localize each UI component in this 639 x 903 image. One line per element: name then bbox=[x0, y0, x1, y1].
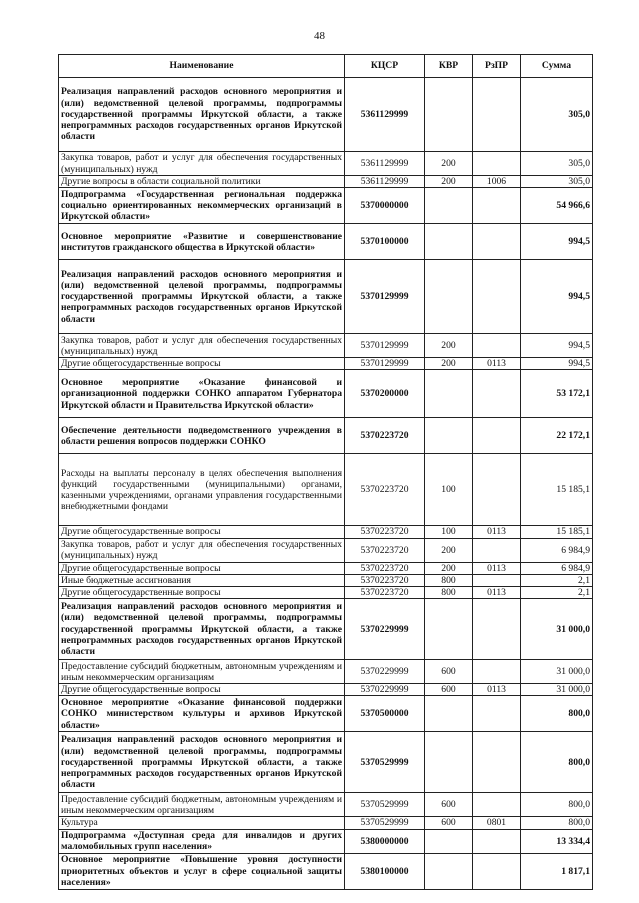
cell-name: Другие общегосударственные вопросы bbox=[59, 562, 345, 574]
table-row bbox=[59, 260, 593, 334]
cell-rzpr bbox=[473, 696, 521, 732]
cell-kvr: 600 bbox=[425, 684, 473, 696]
cell-code: 5361129999 bbox=[345, 176, 425, 188]
table-row bbox=[59, 829, 593, 853]
cell-sum: 6 984,9 bbox=[521, 538, 593, 562]
table-row bbox=[59, 817, 593, 829]
cell-code: 5380100000 bbox=[345, 853, 425, 889]
cell-name: Основное мероприятие «Развитие и совершенствование институтов гражданского общества в Иркутской области» bbox=[59, 224, 345, 260]
cell-rzpr bbox=[473, 829, 521, 853]
cell-rzpr bbox=[473, 732, 521, 793]
cell-sum: 6 984,9 bbox=[521, 562, 593, 574]
cell-rzpr: 0113 bbox=[473, 587, 521, 599]
cell-code: 5370223720 bbox=[345, 526, 425, 538]
cell-code: 5361129999 bbox=[345, 78, 425, 152]
budget-table bbox=[58, 54, 593, 890]
cell-name: Подпрограмма «Доступная среда для инвалидов и других маломобильных групп населения» bbox=[59, 829, 345, 853]
cell-code: 5370223720 bbox=[345, 538, 425, 562]
table-row bbox=[59, 538, 593, 562]
cell-rzpr bbox=[473, 370, 521, 418]
cell-code: 5370223720 bbox=[345, 562, 425, 574]
table-row bbox=[59, 358, 593, 370]
cell-name: Основное мероприятие «Оказание финансовой и организационной поддержки СОНКО аппаратом Губернатора Иркутской области и Правительства Иркутской области» bbox=[59, 370, 345, 418]
cell-kvr: 800 bbox=[425, 587, 473, 599]
cell-kvr bbox=[425, 78, 473, 152]
table-row bbox=[59, 188, 593, 224]
cell-name: Закупка товаров, работ и услуг для обеспечения государственных (муниципальных) нужд bbox=[59, 334, 345, 358]
cell-name: Реализация направлений расходов основного мероприятия и (или) ведомственной целевой программы, подпрограммы государственной программы Иркутской области, а также непрограммных расходов государственных органов Иркутской области bbox=[59, 78, 345, 152]
table-row bbox=[59, 334, 593, 358]
cell-name: Реализация направлений расходов основного мероприятия и (или) ведомственной целевой программы, подпрограммы государственной программы Иркутской области, а также непрограммных расходов государственных органов Иркутской области bbox=[59, 732, 345, 793]
cell-kvr: 600 bbox=[425, 660, 473, 684]
cell-sum: 800,0 bbox=[521, 732, 593, 793]
cell-code: 5370223720 bbox=[345, 574, 425, 586]
cell-kvr: 100 bbox=[425, 454, 473, 526]
cell-name: Культура bbox=[59, 817, 345, 829]
cell-name: Основное мероприятие «Оказание финансовой поддержки СОНКО министерством культуры и архивов Иркутской области» bbox=[59, 696, 345, 732]
cell-code: 5370000000 bbox=[345, 188, 425, 224]
cell-sum: 305,0 bbox=[521, 152, 593, 176]
cell-kvr: 200 bbox=[425, 152, 473, 176]
cell-rzpr bbox=[473, 793, 521, 817]
table-row bbox=[59, 684, 593, 696]
cell-name: Другие вопросы в области социальной политики bbox=[59, 176, 345, 188]
cell-sum: 31 000,0 bbox=[521, 599, 593, 660]
cell-rzpr bbox=[473, 599, 521, 660]
cell-name: Закупка товаров, работ и услуг для обеспечения государственных (муниципальных) нужд bbox=[59, 152, 345, 176]
cell-sum: 2,1 bbox=[521, 574, 593, 586]
cell-sum: 994,5 bbox=[521, 224, 593, 260]
table-row bbox=[59, 599, 593, 660]
cell-sum: 54 966,6 bbox=[521, 188, 593, 224]
table-row bbox=[59, 732, 593, 793]
cell-sum: 15 185,1 bbox=[521, 454, 593, 526]
cell-kvr: 200 bbox=[425, 562, 473, 574]
cell-code: 5380000000 bbox=[345, 829, 425, 853]
cell-code: 5370200000 bbox=[345, 370, 425, 418]
cell-kvr bbox=[425, 370, 473, 418]
cell-rzpr bbox=[473, 538, 521, 562]
cell-sum: 15 185,1 bbox=[521, 526, 593, 538]
cell-rzpr: 0113 bbox=[473, 684, 521, 696]
cell-rzpr bbox=[473, 660, 521, 684]
cell-kvr: 600 bbox=[425, 817, 473, 829]
cell-kvr bbox=[425, 853, 473, 889]
cell-code: 5370129999 bbox=[345, 334, 425, 358]
table-header-row bbox=[59, 55, 593, 78]
cell-sum: 800,0 bbox=[521, 817, 593, 829]
cell-name: Расходы на выплаты персоналу в целях обеспечения выполнения функций государственными (муниципальными) органами, казенными учреждениями, органами управления государственными внебюджетными фондами bbox=[59, 454, 345, 526]
cell-sum: 53 172,1 bbox=[521, 370, 593, 418]
table-row bbox=[59, 454, 593, 526]
cell-name: Подпрограмма «Государственная региональная поддержка социально ориентированных некоммерческих организаций в Иркутской области» bbox=[59, 188, 345, 224]
cell-rzpr bbox=[473, 853, 521, 889]
cell-code: 5370500000 bbox=[345, 696, 425, 732]
cell-kvr bbox=[425, 829, 473, 853]
cell-rzpr bbox=[473, 152, 521, 176]
cell-code: 5370223720 bbox=[345, 587, 425, 599]
cell-kvr bbox=[425, 260, 473, 334]
table-row bbox=[59, 793, 593, 817]
cell-code: 5370529999 bbox=[345, 817, 425, 829]
cell-rzpr: 0801 bbox=[473, 817, 521, 829]
cell-name: Закупка товаров, работ и услуг для обеспечения государственных (муниципальных) нужд bbox=[59, 538, 345, 562]
cell-kvr bbox=[425, 224, 473, 260]
table-row bbox=[59, 370, 593, 418]
cell-sum: 994,5 bbox=[521, 334, 593, 358]
cell-sum: 305,0 bbox=[521, 176, 593, 188]
cell-kvr: 200 bbox=[425, 176, 473, 188]
cell-kvr bbox=[425, 599, 473, 660]
table-row bbox=[59, 78, 593, 152]
cell-code: 5370529999 bbox=[345, 793, 425, 817]
cell-kvr: 200 bbox=[425, 538, 473, 562]
header-code: КЦСР bbox=[345, 55, 425, 78]
header-kvr: КВР bbox=[425, 55, 473, 78]
cell-name: Другие общегосударственные вопросы bbox=[59, 358, 345, 370]
table-row bbox=[59, 176, 593, 188]
cell-code: 5370129999 bbox=[345, 358, 425, 370]
cell-kvr bbox=[425, 696, 473, 732]
cell-rzpr bbox=[473, 418, 521, 454]
cell-name: Предоставление субсидий бюджетным, автономным учреждениям и иным некоммерческим организациям bbox=[59, 660, 345, 684]
cell-sum: 31 000,0 bbox=[521, 684, 593, 696]
table-row bbox=[59, 224, 593, 260]
cell-kvr bbox=[425, 188, 473, 224]
table-row bbox=[59, 562, 593, 574]
cell-rzpr: 0113 bbox=[473, 526, 521, 538]
cell-sum: 31 000,0 bbox=[521, 660, 593, 684]
cell-rzpr bbox=[473, 260, 521, 334]
table-row bbox=[59, 696, 593, 732]
cell-sum: 994,5 bbox=[521, 358, 593, 370]
table-row bbox=[59, 587, 593, 599]
cell-code: 5370229999 bbox=[345, 599, 425, 660]
header-rzpr: РзПР bbox=[473, 55, 521, 78]
cell-name: Предоставление субсидий бюджетным, автономным учреждениям и иным некоммерческим организациям bbox=[59, 793, 345, 817]
cell-code: 5361129999 bbox=[345, 152, 425, 176]
header-name: Наименование bbox=[59, 55, 345, 78]
cell-rzpr bbox=[473, 574, 521, 586]
cell-name: Обеспечение деятельности подведомственного учреждения в области решения вопросов поддержки СОНКО bbox=[59, 418, 345, 454]
cell-code: 5370529999 bbox=[345, 732, 425, 793]
cell-sum: 1 817,1 bbox=[521, 853, 593, 889]
table-row bbox=[59, 418, 593, 454]
cell-name: Другие общегосударственные вопросы bbox=[59, 684, 345, 696]
cell-sum: 22 172,1 bbox=[521, 418, 593, 454]
cell-name: Иные бюджетные ассигнования bbox=[59, 574, 345, 586]
cell-kvr bbox=[425, 418, 473, 454]
cell-name: Реализация направлений расходов основного мероприятия и (или) ведомственной целевой программы, подпрограммы государственной программы Иркутской области, а также непрограммных расходов государственных органов Иркутской области bbox=[59, 599, 345, 660]
cell-rzpr bbox=[473, 334, 521, 358]
cell-rzpr: 0113 bbox=[473, 562, 521, 574]
cell-rzpr bbox=[473, 188, 521, 224]
cell-kvr: 200 bbox=[425, 358, 473, 370]
cell-rzpr bbox=[473, 454, 521, 526]
cell-sum: 800,0 bbox=[521, 696, 593, 732]
cell-name: Другие общегосударственные вопросы bbox=[59, 526, 345, 538]
cell-sum: 305,0 bbox=[521, 78, 593, 152]
table-row bbox=[59, 526, 593, 538]
cell-sum: 2,1 bbox=[521, 587, 593, 599]
cell-kvr bbox=[425, 732, 473, 793]
cell-code: 5370229999 bbox=[345, 660, 425, 684]
cell-kvr: 600 bbox=[425, 793, 473, 817]
cell-name: Основное мероприятие «Повышение уровня доступности приоритетных объектов и услуг в сфере социальной защиты населения» bbox=[59, 853, 345, 889]
table-row bbox=[59, 152, 593, 176]
cell-sum: 800,0 bbox=[521, 793, 593, 817]
table-row bbox=[59, 574, 593, 586]
cell-code: 5370223720 bbox=[345, 418, 425, 454]
cell-code: 5370223720 bbox=[345, 454, 425, 526]
cell-name: Реализация направлений расходов основного мероприятия и (или) ведомственной целевой программы, подпрограммы государственной программы Иркутской области, а также непрограммных расходов государственных органов Иркутской области bbox=[59, 260, 345, 334]
cell-code: 5370100000 bbox=[345, 224, 425, 260]
page-number: 48 bbox=[314, 30, 325, 42]
cell-kvr: 100 bbox=[425, 526, 473, 538]
cell-sum: 994,5 bbox=[521, 260, 593, 334]
cell-rzpr: 1006 bbox=[473, 176, 521, 188]
cell-name: Другие общегосударственные вопросы bbox=[59, 587, 345, 599]
cell-sum: 13 334,4 bbox=[521, 829, 593, 853]
cell-code: 5370129999 bbox=[345, 260, 425, 334]
header-sum: Сумма bbox=[521, 55, 593, 78]
table-row bbox=[59, 853, 593, 889]
cell-code: 5370229999 bbox=[345, 684, 425, 696]
cell-rzpr bbox=[473, 78, 521, 152]
cell-kvr: 200 bbox=[425, 334, 473, 358]
table-row bbox=[59, 660, 593, 684]
cell-rzpr bbox=[473, 224, 521, 260]
cell-rzpr: 0113 bbox=[473, 358, 521, 370]
cell-kvr: 800 bbox=[425, 574, 473, 586]
